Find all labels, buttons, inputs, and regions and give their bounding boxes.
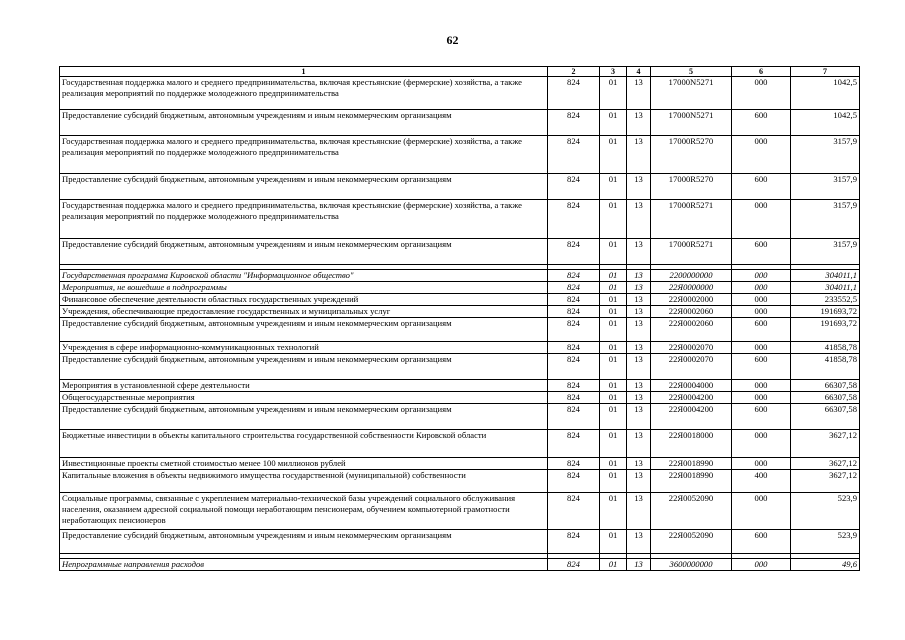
row-c3: 01 xyxy=(600,136,627,174)
row-c5: 22Я0002070 xyxy=(651,342,732,354)
row-c2: 824 xyxy=(548,470,600,493)
row-c3: 01 xyxy=(600,470,627,493)
row-c5: 17000R5270 xyxy=(651,136,732,174)
row-c5: 17000R5270 xyxy=(651,174,732,200)
row-c6: 400 xyxy=(732,470,791,493)
table-row xyxy=(60,110,860,136)
row-c5: 22Я0052090 xyxy=(651,530,732,554)
row-c5: 22Я0004200 xyxy=(651,404,732,430)
row-c5: 17000R5271 xyxy=(651,200,732,239)
row-c2: 824 xyxy=(548,318,600,342)
row-c7: 191693,72 xyxy=(791,318,860,342)
row-c2: 824 xyxy=(548,294,600,306)
table-row xyxy=(60,77,860,110)
row-c6: 000 xyxy=(732,294,791,306)
table-row xyxy=(60,530,860,554)
row-c6: 000 xyxy=(732,306,791,318)
row-c2: 824 xyxy=(548,380,600,392)
row-name: Предоставление субсидий бюджетным, автономным учреждениям и иным некоммерческим организациям xyxy=(60,110,548,136)
row-c4: 13 xyxy=(627,110,651,136)
header-cell: 7 xyxy=(791,67,860,77)
row-c6: 000 xyxy=(732,430,791,458)
row-c6: 000 xyxy=(732,458,791,470)
row-c7: 3627,12 xyxy=(791,430,860,458)
row-c4: 13 xyxy=(627,430,651,458)
row-c4: 13 xyxy=(627,493,651,530)
row-c2: 824 xyxy=(548,493,600,530)
row-c2: 824 xyxy=(548,270,600,282)
page-number: 62 xyxy=(446,33,459,47)
row-c2: 824 xyxy=(548,530,600,554)
row-c5: 22Я0004200 xyxy=(651,392,732,404)
row-c3: 01 xyxy=(600,270,627,282)
row-c5: 22Я0018000 xyxy=(651,430,732,458)
row-c3: 01 xyxy=(600,493,627,530)
row-c3: 01 xyxy=(600,430,627,458)
row-c3: 01 xyxy=(600,174,627,200)
row-name: Государственная программа Кировской области "Информационное общество" xyxy=(60,270,548,282)
row-c4: 13 xyxy=(627,77,651,110)
row-name: Государственная поддержка малого и среднего предпринимательства, включая крестьянские (фермерские) хозяйства, а также реализация мероприятий по поддержке молодежного предпринимательства xyxy=(60,77,548,110)
row-name: Государственная поддержка малого и среднего предпринимательства, включая крестьянские (фермерские) хозяйства, а также реализация мероприятий по поддержке молодежного предпринимательства xyxy=(60,200,548,239)
row-name: Учреждения, обеспечивающие предоставление государственных и муниципальных услуг xyxy=(60,306,548,318)
row-c4: 13 xyxy=(627,239,651,265)
row-c5: 22Я0052090 xyxy=(651,493,732,530)
row-c3: 01 xyxy=(600,380,627,392)
table-row xyxy=(60,559,860,571)
row-c2: 824 xyxy=(548,77,600,110)
row-c7: 66307,58 xyxy=(791,380,860,392)
row-c6: 000 xyxy=(732,392,791,404)
table-row xyxy=(60,392,860,404)
row-c7: 3627,12 xyxy=(791,470,860,493)
row-c5: 22Я0002000 xyxy=(651,294,732,306)
row-c6: 000 xyxy=(732,559,791,571)
row-c3: 01 xyxy=(600,200,627,239)
header-cell: 3 xyxy=(600,67,627,77)
table-row xyxy=(60,318,860,342)
table-row xyxy=(60,306,860,318)
row-name: Мероприятия в установленной сфере деятельности xyxy=(60,380,548,392)
row-name: Учреждения в сфере информационно-коммуникационных технологий xyxy=(60,342,548,354)
row-c4: 13 xyxy=(627,318,651,342)
header-cell: 4 xyxy=(627,67,651,77)
row-name: Государственная поддержка малого и среднего предпринимательства, включая крестьянские (фермерские) хозяйства, а также реализация мероприятий по поддержке молодежного предпринимательства xyxy=(60,136,548,174)
row-c2: 824 xyxy=(548,200,600,239)
row-c3: 01 xyxy=(600,559,627,571)
row-c7: 66307,58 xyxy=(791,392,860,404)
row-c2: 824 xyxy=(548,282,600,294)
row-c4: 13 xyxy=(627,136,651,174)
row-name: Финансовое обеспечение деятельности областных государственных учреждений xyxy=(60,294,548,306)
table-row xyxy=(60,430,860,458)
row-c2: 824 xyxy=(548,430,600,458)
row-c6: 600 xyxy=(732,354,791,380)
table-row xyxy=(60,493,860,530)
table-row xyxy=(60,342,860,354)
table-row xyxy=(60,136,860,174)
row-c3: 01 xyxy=(600,354,627,380)
row-c7: 3157,9 xyxy=(791,239,860,265)
row-c4: 13 xyxy=(627,354,651,380)
row-c7: 3157,9 xyxy=(791,136,860,174)
row-c5: 22Я0018990 xyxy=(651,458,732,470)
row-c3: 01 xyxy=(600,239,627,265)
row-c6: 600 xyxy=(732,318,791,342)
row-c4: 13 xyxy=(627,174,651,200)
row-c6: 000 xyxy=(732,282,791,294)
row-name: Предоставление субсидий бюджетным, автономным учреждениям и иным некоммерческим организациям xyxy=(60,318,548,342)
row-c7: 3157,9 xyxy=(791,200,860,239)
row-c3: 01 xyxy=(600,282,627,294)
row-c3: 01 xyxy=(600,294,627,306)
row-c2: 824 xyxy=(548,404,600,430)
row-c2: 824 xyxy=(548,136,600,174)
row-c7: 523,9 xyxy=(791,530,860,554)
row-name: Предоставление субсидий бюджетным, автономным учреждениям и иным некоммерческим организациям xyxy=(60,239,548,265)
row-c5: 17000N5271 xyxy=(651,77,732,110)
row-c7: 1042,5 xyxy=(791,77,860,110)
row-c5: 17000N5271 xyxy=(651,110,732,136)
row-c5: 22Я0000000 xyxy=(651,282,732,294)
row-c6: 000 xyxy=(732,380,791,392)
row-c2: 824 xyxy=(548,458,600,470)
row-c4: 13 xyxy=(627,559,651,571)
table-row xyxy=(60,282,860,294)
row-c5: 22Я0002060 xyxy=(651,318,732,342)
row-c3: 01 xyxy=(600,458,627,470)
row-c6: 000 xyxy=(732,200,791,239)
header-cell: 6 xyxy=(732,67,791,77)
row-name: Предоставление субсидий бюджетным, автономным учреждениям и иным некоммерческим организациям xyxy=(60,530,548,554)
row-c7: 304011,1 xyxy=(791,282,860,294)
row-c2: 824 xyxy=(548,559,600,571)
row-c7: 49,6 xyxy=(791,559,860,571)
table-row xyxy=(60,174,860,200)
table-row xyxy=(60,380,860,392)
table-row xyxy=(60,200,860,239)
row-c3: 01 xyxy=(600,306,627,318)
row-c2: 824 xyxy=(548,239,600,265)
row-c2: 824 xyxy=(548,174,600,200)
row-c4: 13 xyxy=(627,200,651,239)
row-c5: 22Я0004000 xyxy=(651,380,732,392)
row-c4: 13 xyxy=(627,458,651,470)
row-c7: 233552,5 xyxy=(791,294,860,306)
row-c3: 01 xyxy=(600,342,627,354)
header-cell: 5 xyxy=(651,67,732,77)
row-c7: 66307,58 xyxy=(791,404,860,430)
row-c7: 3627,12 xyxy=(791,458,860,470)
budget-table xyxy=(59,66,860,571)
row-c2: 824 xyxy=(548,342,600,354)
row-c6: 600 xyxy=(732,530,791,554)
row-c4: 13 xyxy=(627,470,651,493)
row-c3: 01 xyxy=(600,530,627,554)
row-name: Инвестиционные проекты сметной стоимостью менее 100 миллионов рублей xyxy=(60,458,548,470)
row-c4: 13 xyxy=(627,294,651,306)
row-c7: 304011,1 xyxy=(791,270,860,282)
table-row xyxy=(60,470,860,493)
row-name: Предоставление субсидий бюджетным, автономным учреждениям и иным некоммерческим организациям xyxy=(60,174,548,200)
row-c6: 000 xyxy=(732,77,791,110)
table-row xyxy=(60,239,860,265)
row-c2: 824 xyxy=(548,306,600,318)
row-c2: 824 xyxy=(548,392,600,404)
row-c3: 01 xyxy=(600,318,627,342)
row-c7: 191693,72 xyxy=(791,306,860,318)
table-row xyxy=(60,270,860,282)
row-c6: 000 xyxy=(732,493,791,530)
header-cell: 2 xyxy=(548,67,600,77)
row-name: Социальные программы, связанные с укреплением материально-технической базы учреждений социального обслуживания населения, оказанием адресной социальной помощи неработающим пенсионерам, обучением компьютерной грамотности неработающих пенсионеров xyxy=(60,493,548,530)
row-name: Мероприятия, не вошедшие в подпрограммы xyxy=(60,282,548,294)
row-c5: 3600000000 xyxy=(651,559,732,571)
row-c6: 000 xyxy=(732,136,791,174)
row-c3: 01 xyxy=(600,392,627,404)
table-row xyxy=(60,354,860,380)
row-c6: 600 xyxy=(732,404,791,430)
row-name: Предоставление субсидий бюджетным, автономным учреждениям и иным некоммерческим организациям xyxy=(60,354,548,380)
row-c7: 41858,78 xyxy=(791,342,860,354)
row-c3: 01 xyxy=(600,110,627,136)
row-c7: 523,9 xyxy=(791,493,860,530)
row-c7: 41858,78 xyxy=(791,354,860,380)
row-c7: 3157,9 xyxy=(791,174,860,200)
row-name: Бюджетные инвестиции в объекты капитального строительства государственной собственности Кировской области xyxy=(60,430,548,458)
row-c4: 13 xyxy=(627,342,651,354)
row-c6: 600 xyxy=(732,174,791,200)
row-c2: 824 xyxy=(548,354,600,380)
row-c5: 22Я0002070 xyxy=(651,354,732,380)
row-c4: 13 xyxy=(627,306,651,318)
row-c5: 17000R5271 xyxy=(651,239,732,265)
row-name: Общегосударственные мероприятия xyxy=(60,392,548,404)
row-c6: 000 xyxy=(732,270,791,282)
row-c4: 13 xyxy=(627,404,651,430)
row-c2: 824 xyxy=(548,110,600,136)
header-row xyxy=(60,67,860,77)
table-row xyxy=(60,458,860,470)
row-name: Предоставление субсидий бюджетным, автономным учреждениям и иным некоммерческим организациям xyxy=(60,404,548,430)
row-c5: 22Я0018990 xyxy=(651,470,732,493)
row-c6: 600 xyxy=(732,239,791,265)
row-c4: 13 xyxy=(627,270,651,282)
header-cell: 1 xyxy=(60,67,548,77)
row-c4: 13 xyxy=(627,530,651,554)
row-c5: 2200000000 xyxy=(651,270,732,282)
row-c4: 13 xyxy=(627,392,651,404)
row-c3: 01 xyxy=(600,77,627,110)
row-c4: 13 xyxy=(627,282,651,294)
table-row xyxy=(60,294,860,306)
row-c6: 600 xyxy=(732,110,791,136)
row-c5: 22Я0002060 xyxy=(651,306,732,318)
row-c6: 000 xyxy=(732,342,791,354)
row-name: Капитальные вложения в объекты недвижимого имущества государственной (муниципальной) собственности xyxy=(60,470,548,493)
row-c4: 13 xyxy=(627,380,651,392)
row-c7: 1042,5 xyxy=(791,110,860,136)
row-name: Непрограммные направления расходов xyxy=(60,559,548,571)
row-c3: 01 xyxy=(600,404,627,430)
table-row xyxy=(60,404,860,430)
